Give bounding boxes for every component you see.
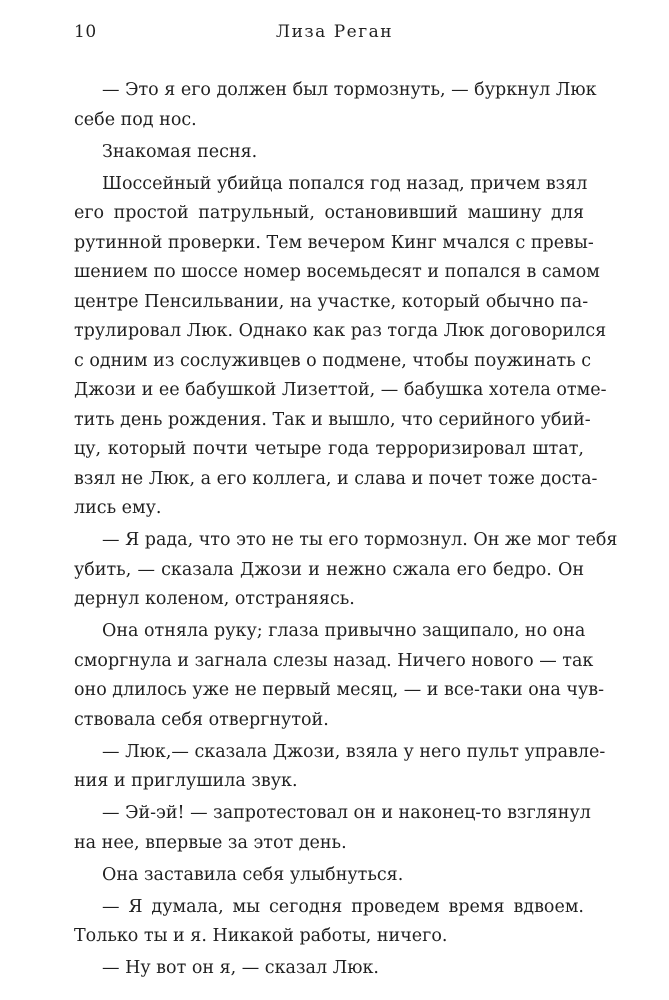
text-line: тить день рождения. Так и вышло, что серийного убий- [74, 409, 591, 430]
page-number: 10 [74, 22, 97, 42]
text-line: Она отняла руку; глаза привычно защипало, но она [102, 621, 586, 641]
text-line: взял не Люк, а его коллега, и слава и почет тоже доста- [74, 468, 598, 489]
text-line: на нее, впервые за этот день. [74, 832, 347, 853]
text-line: лись ему. [74, 498, 162, 518]
body-text [74, 76, 618, 984]
text-line: — Я рада, что это не ты его тормознул. Он же мог тебя [102, 530, 618, 550]
text-line: ния и приглушила звук. [74, 771, 298, 791]
text-line: — Ну вот он я, — сказал Люк. [102, 958, 379, 978]
text-line: Шоссейный убийца попался год назад, причем взял [102, 173, 588, 194]
text-line: оно длилось уже не первый месяц, — и все-таки она чув- [74, 680, 605, 700]
running-title: Лиза Реган [275, 22, 394, 42]
text-line: — Я думала, мы сегодня проведем время вдвоем. [102, 896, 584, 917]
text-line: с одним из сослуживцев о подмене, чтобы поужинать с [74, 350, 592, 371]
text-line: Только ты и я. Никакой работы, ничего. [74, 926, 448, 946]
text-line: ствовала себя отвергнутой. [74, 709, 329, 730]
text-line: Знакомая песня. [102, 141, 258, 162]
text-line: убить, — сказала Джози и нежно сжала его бедро. Он [74, 559, 584, 580]
text-line: цу, который почти четыре года терроризировал штат, [74, 439, 584, 459]
text-line: рутинной проверки. Тем вечером Кинг мчался с превы- [74, 232, 594, 253]
text-line: его простой патрульный, остановивший машину для [74, 203, 584, 223]
text-line: — Эй-эй! — запротестовал он и наконец-то взглянул [102, 803, 591, 823]
text-line: себе под нос. [74, 109, 197, 130]
text-line: — Это я его должен был тормознуть, — буркнул Люк [102, 80, 597, 100]
text-line: трулировал Люк. Однако как раз тогда Люк договорился [74, 321, 607, 341]
text-line: Она заставила себя улыбнуться. [102, 864, 404, 885]
text-line: шением по шоссе номер восемьдесят и попался в самом [74, 262, 600, 282]
text-line: дернул коленом, отстраняясь. [74, 589, 355, 609]
text-line: Джози и ее бабушкой Лизеттой, — бабушка хотела отме- [74, 380, 607, 400]
text-line: — Люк,— сказала Джози, взяла у него пульт управле- [102, 741, 606, 762]
text-line: центре Пенсильвании, на участке, который обычно па- [74, 291, 589, 312]
text-line: сморгнула и загнала слезы назад. Ничего нового — так [74, 650, 594, 671]
